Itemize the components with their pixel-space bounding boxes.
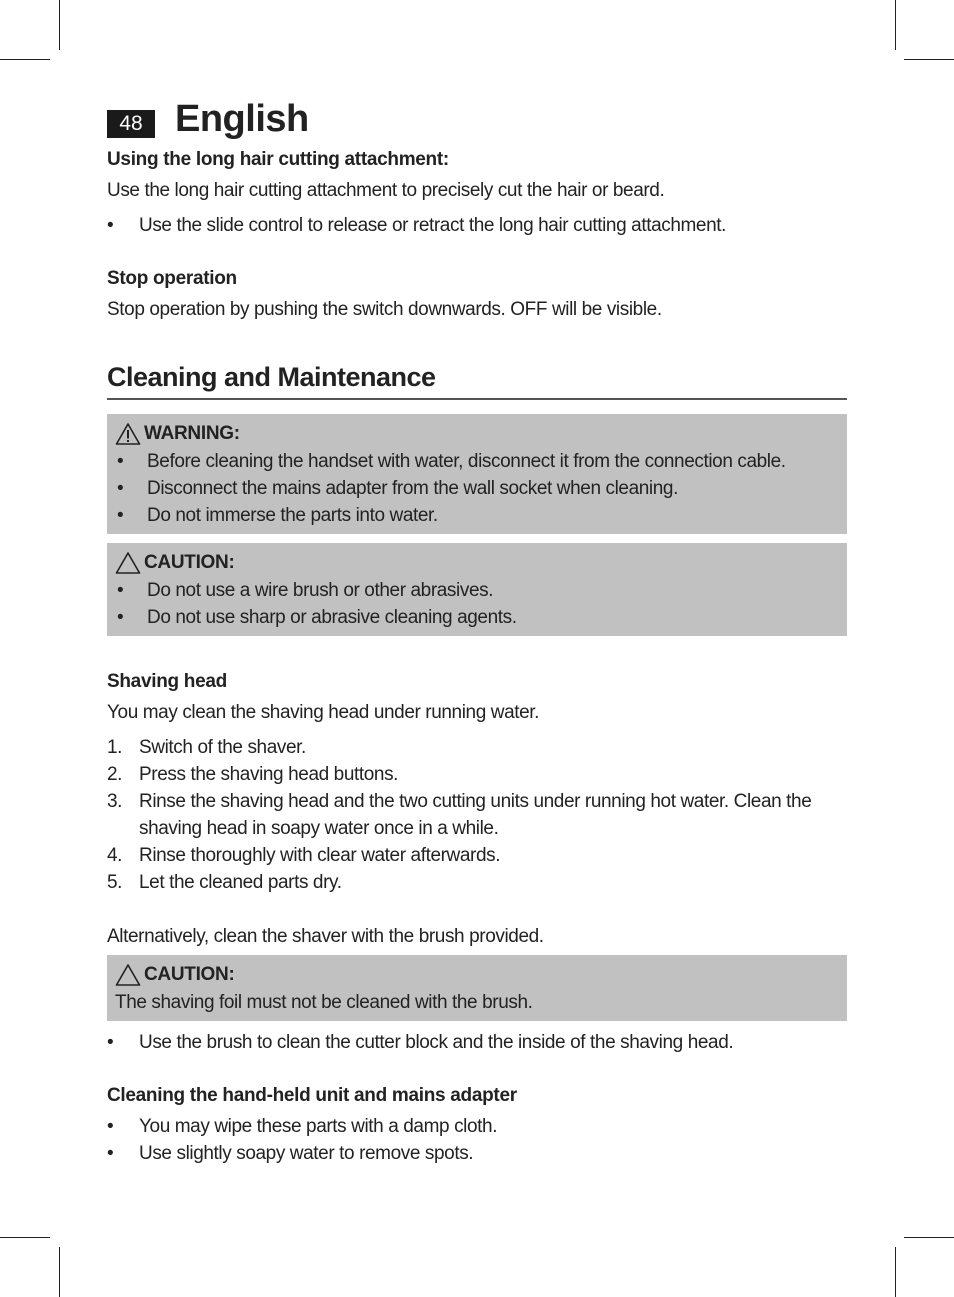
list-item: • Use the brush to clean the cutter block and the inside of the shaving head. (107, 1029, 847, 1056)
crop-mark (59, 1247, 60, 1297)
bullet-list-handheld (107, 1113, 847, 1167)
section-heading-long-hair: Using the long hair cutting attachment: (107, 149, 449, 170)
crop-mark (0, 59, 50, 60)
list-item: • Use slightly soapy water to remove spots. (107, 1140, 847, 1167)
bullet-mark: • (117, 580, 124, 601)
list-item: • Disconnect the mains adapter from the wall socket when cleaning. (115, 475, 839, 502)
warning-triangle-icon (115, 551, 141, 575)
steps-list (107, 734, 847, 896)
bullet-mark: • (117, 478, 124, 499)
list-item: 3. Rinse the shaving head and the two cutting units under running hot water. Clean the shaving head in soapy water once in a while. (107, 788, 847, 842)
bullet-mark: • (107, 1143, 114, 1164)
cleaning-heading: Cleaning and Maintenance (107, 362, 436, 392)
list-item: • Before cleaning the handset with water, disconnect it from the connection cable. (115, 448, 839, 475)
crop-mark (904, 1237, 954, 1238)
step-number: 4. (107, 845, 123, 866)
bullet-mark: • (107, 1116, 114, 1137)
warning-title: WARNING: (144, 423, 240, 444)
alternative-text: Alternatively, clean the shaver with the brush provided. (107, 926, 544, 947)
list-item: • Do not use sharp or abrasive cleaning agents. (115, 604, 839, 631)
list-item: • Use the slide control to release or retract the long hair cutting attachment. (107, 212, 847, 239)
list-item: • You may wipe these parts with a damp cloth. (107, 1113, 847, 1140)
step-number: 1. (107, 737, 123, 758)
warning-triangle-icon (115, 963, 141, 987)
step-number: 2. (107, 764, 123, 785)
warning-triangle-icon (115, 422, 141, 446)
list-item: • Do not use a wire brush or other abrasives. (115, 577, 839, 604)
section-heading-handheld: Cleaning the hand-held unit and mains adapter (107, 1085, 517, 1106)
crop-mark (0, 1237, 50, 1238)
step-number: 5. (107, 872, 123, 893)
language-title: English (175, 98, 309, 140)
list-item: 5. Let the cleaned parts dry. (107, 869, 847, 896)
page-content (107, 96, 847, 1167)
section-text-shaving-head: You may clean the shaving head under running water. (107, 702, 540, 723)
bullet-mark: • (107, 215, 114, 236)
list-item: • Do not immerse the parts into water. (115, 502, 839, 529)
crop-mark (59, 0, 60, 50)
page-number: 48 (107, 110, 155, 138)
bullet-list-brush (107, 1029, 847, 1056)
list-item: 4. Rinse thoroughly with clear water afterwards. (107, 842, 847, 869)
crop-mark (895, 1247, 896, 1297)
bullet-mark: • (117, 505, 124, 526)
caution-box-brush (107, 955, 847, 1021)
bullet-mark: • (117, 451, 124, 472)
section-text-long-hair: Use the long hair cutting attachment to precisely cut the hair or beard. (107, 180, 665, 201)
list-item: 2. Press the shaving head buttons. (107, 761, 847, 788)
caution-box (107, 543, 847, 636)
caution-title: CAUTION: (144, 552, 235, 573)
crop-mark (904, 59, 954, 60)
list-item: 1. Switch of the shaver. (107, 734, 847, 761)
bullet-list-long-hair (107, 212, 847, 239)
bullet-mark: • (107, 1032, 114, 1053)
bullet-mark: • (117, 607, 124, 628)
section-heading-stop: Stop operation (107, 268, 237, 289)
caution-text: The shaving foil must not be cleaned with the brush. (115, 992, 533, 1013)
crop-mark (895, 0, 896, 50)
step-number: 3. (107, 791, 123, 812)
warning-list (115, 448, 839, 529)
section-text-stop: Stop operation by pushing the switch downwards. OFF will be visible. (107, 299, 662, 320)
caution-title: CAUTION: (144, 964, 235, 985)
warning-box (107, 414, 847, 534)
caution-list (115, 577, 839, 631)
section-heading-shaving-head: Shaving head (107, 671, 227, 692)
page-header (107, 96, 847, 142)
